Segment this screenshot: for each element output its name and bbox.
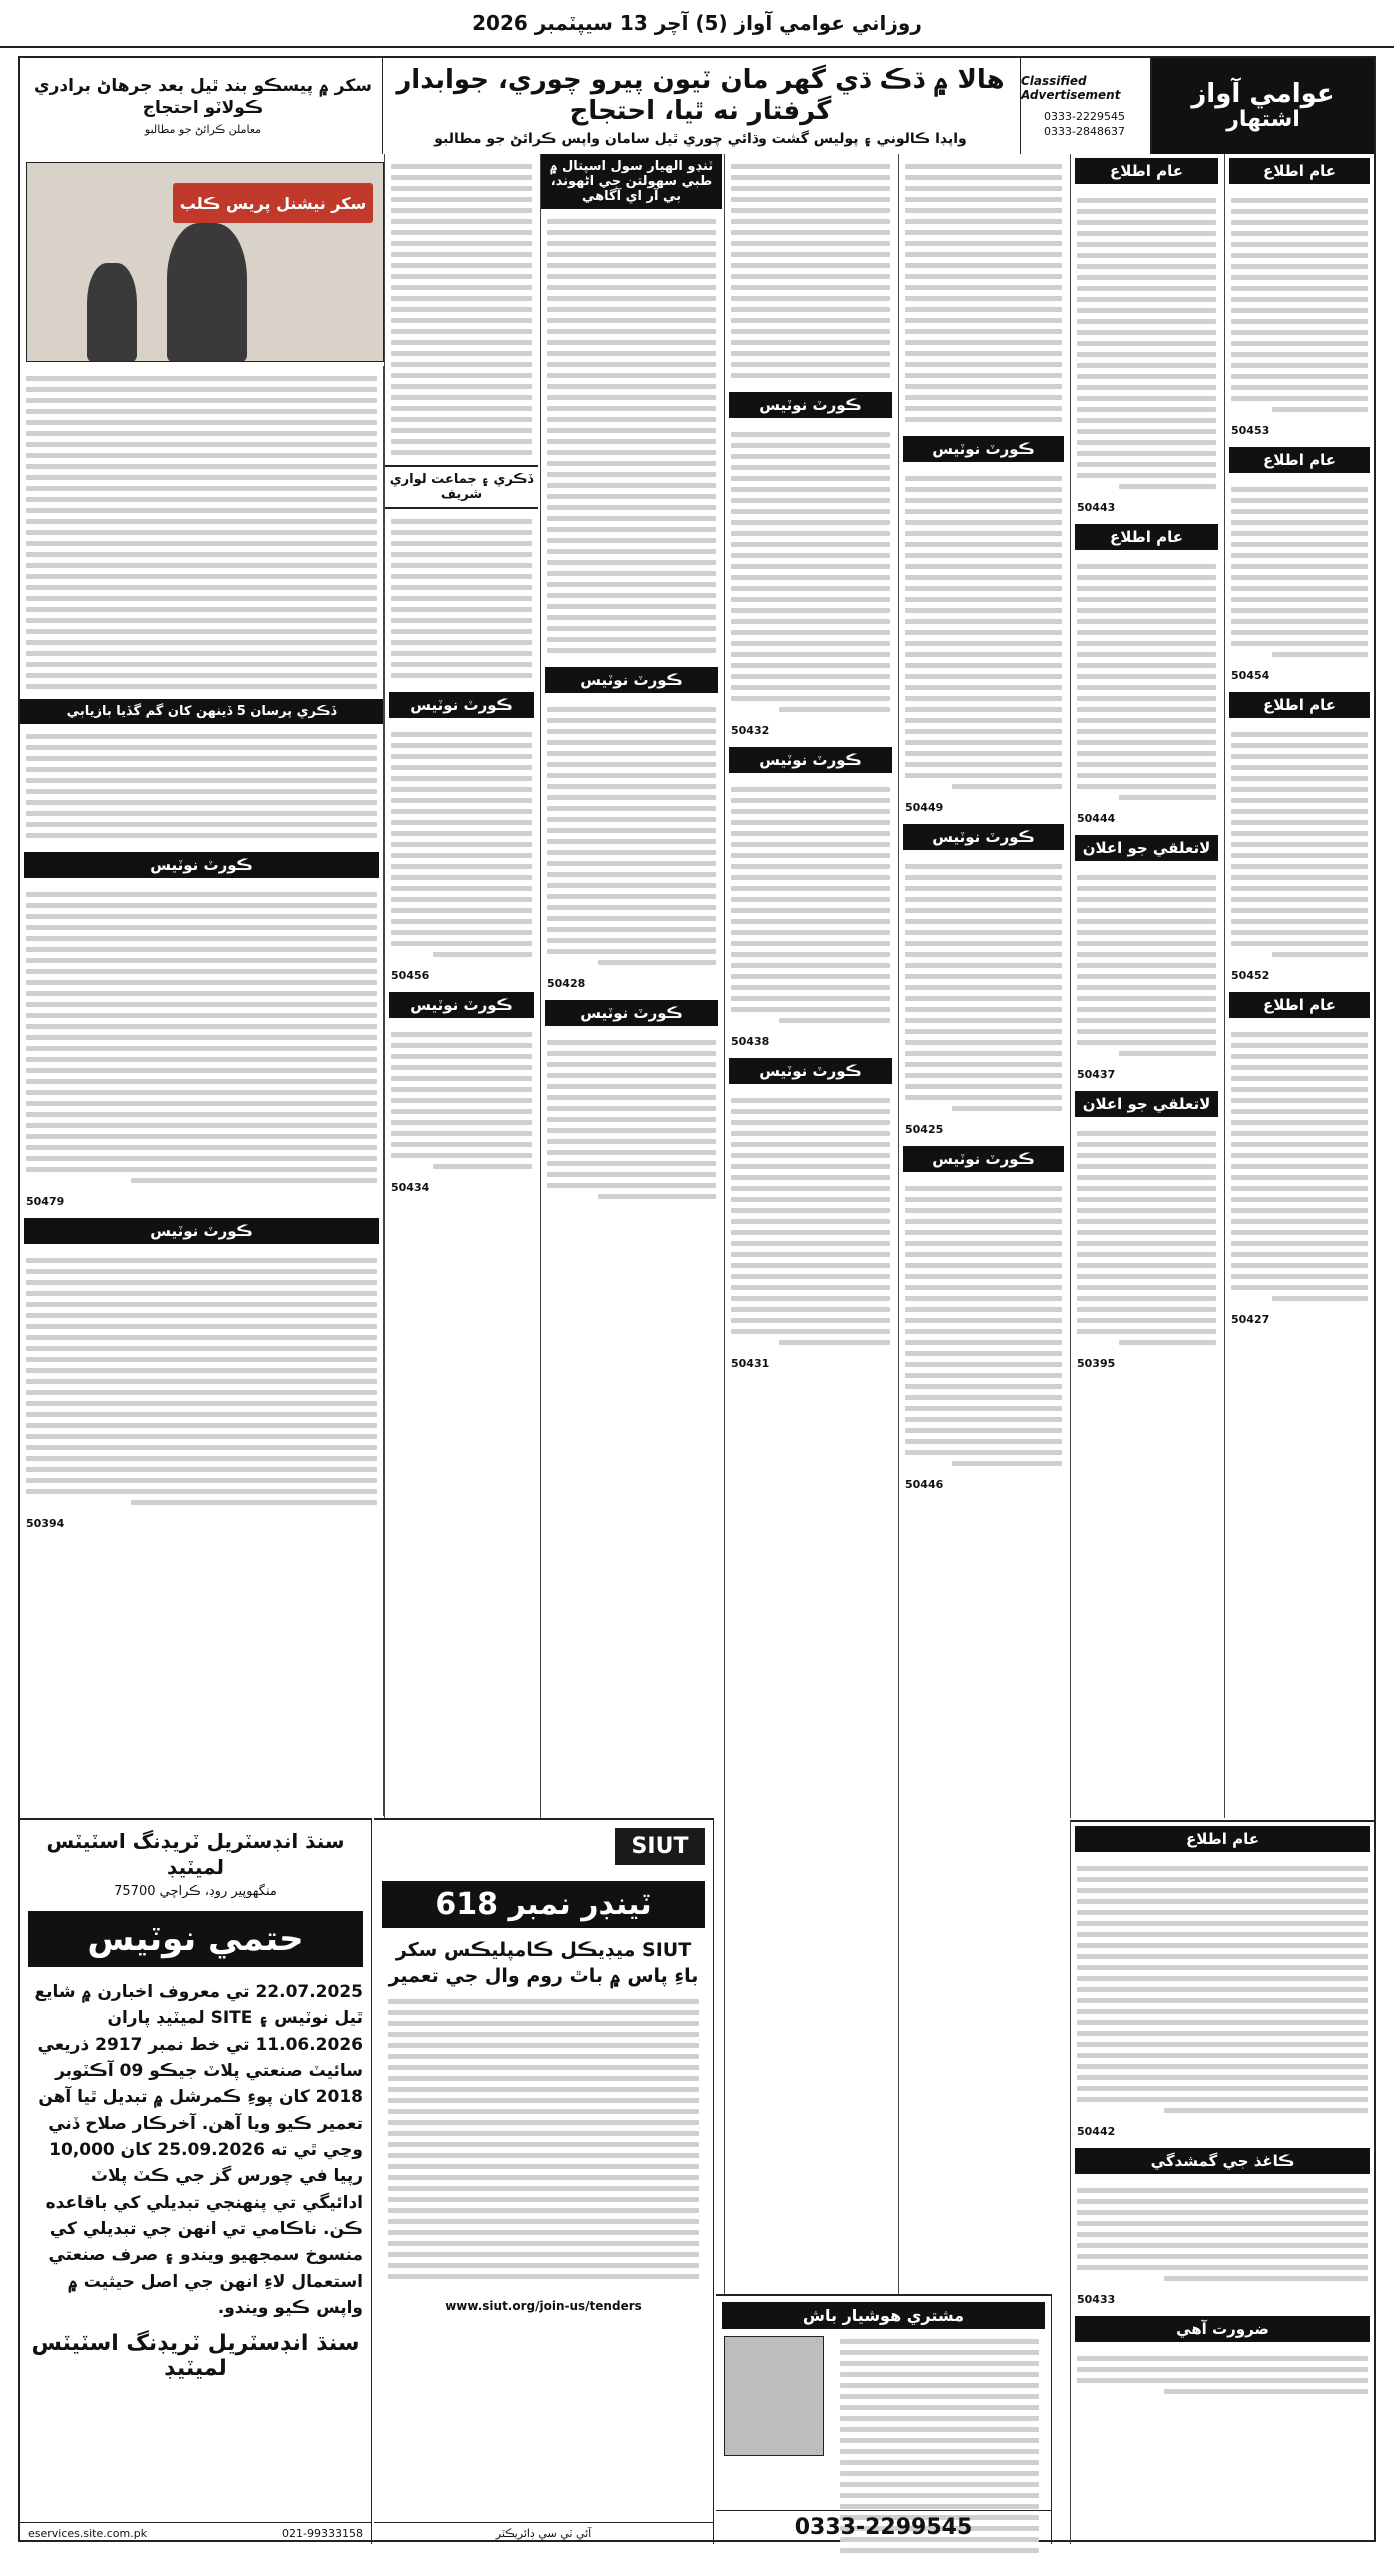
notice-text bbox=[541, 1030, 722, 1209]
ad-signature: سنڌ انڊسٽريل ٽريڊنگ اسٽيٽس لميٽيڊ bbox=[31, 2331, 360, 2382]
tender-text bbox=[382, 1989, 705, 2289]
notice-ref: 50442 bbox=[1077, 2125, 1116, 2138]
column-heading: ڪورٽ نوٽيس bbox=[24, 852, 379, 878]
notice-ref: 50434 bbox=[391, 1181, 430, 1194]
column-heading: لاتعلقي جو اعلان bbox=[1075, 835, 1218, 861]
notice-text bbox=[1071, 1121, 1222, 1355]
notice-text bbox=[1071, 1856, 1374, 2123]
notice-ref: 50446 bbox=[905, 1478, 944, 1491]
side-headline bbox=[20, 58, 386, 154]
wanted-person-ad bbox=[716, 2294, 1052, 2544]
notice-ref: 50428 bbox=[547, 977, 586, 990]
column-heading: ڪورٽ نوٽيس bbox=[729, 392, 892, 418]
person-photo bbox=[724, 2336, 824, 2456]
notice-text bbox=[725, 1088, 896, 1355]
ad-footer: آئي ٽي سي ڊائريڪٽر bbox=[374, 2522, 713, 2544]
column-bottom-right bbox=[1070, 1820, 1374, 2544]
column-heading: ضرورت آهي bbox=[1075, 2316, 1370, 2342]
column-heading: ڪورٽ نوٽيس bbox=[903, 824, 1064, 850]
notice-ref: 50479 bbox=[26, 1195, 65, 1208]
column-heading: ڪورٽ نوٽيس bbox=[24, 1218, 379, 1244]
ad-phone: 0333-2299545 bbox=[716, 2510, 1051, 2544]
notice-ref: 50394 bbox=[26, 1517, 65, 1530]
column-heading: عام اطلاع bbox=[1229, 692, 1370, 718]
notice-text bbox=[385, 722, 538, 967]
masthead-subtitle: اشتهار bbox=[1226, 107, 1300, 133]
notice-ref: 50437 bbox=[1077, 1068, 1116, 1081]
tender-project: SIUT ميڊيڪل ڪامپليڪس سکر باءِ پاس ۾ باٿ روم وال جي تعمير bbox=[388, 1939, 699, 1987]
column-news-1 bbox=[540, 154, 722, 1818]
headline-title: هالا ۾ ڌڪ ڌي گهر مان ٽيون پيرو چوري، جوابدار گرفتار نه ٿيا، احتجاج bbox=[396, 64, 1005, 126]
headline-subtitle: واپڊا ڪالوني ۽ پوليس گشت وڌائي چوري ٿيل سامان واپس ڪرائڻ جو مطالبو bbox=[434, 131, 967, 148]
notice-text bbox=[899, 1176, 1068, 1476]
column-general-2 bbox=[1070, 154, 1222, 1818]
column-heading: عام اطلاع bbox=[1075, 524, 1218, 550]
column-heading: ڪورٽ نوٽيس bbox=[545, 667, 718, 693]
ad-website: eservices.site.com.pk bbox=[28, 2527, 148, 2540]
notice-ref: 50395 bbox=[1077, 1357, 1116, 1370]
column-heading: عام اطلاع bbox=[1229, 992, 1370, 1018]
notice-ref: 50438 bbox=[731, 1035, 770, 1048]
ad-phone: 021-99333158 bbox=[282, 2527, 363, 2540]
main-headline bbox=[382, 58, 1018, 154]
news-heading: ٽنڊو الهيار سول اسپتال ۾ طبي سهولتن جي اڻهوند، بي آر اي آگاهي bbox=[541, 154, 722, 209]
notice-ref: 50432 bbox=[731, 724, 770, 737]
news-text bbox=[385, 154, 538, 465]
news-text bbox=[385, 509, 538, 688]
notice-text bbox=[20, 1248, 383, 1515]
notice-text bbox=[899, 854, 1068, 1121]
column-heading: عام اطلاع bbox=[1075, 158, 1218, 184]
person-figure bbox=[87, 263, 137, 362]
column-left-news bbox=[20, 366, 384, 1816]
notice-ref: 50452 bbox=[1231, 969, 1270, 982]
notice-text bbox=[1071, 2346, 1374, 2404]
tender-number: ٽينڊر نمبر 618 bbox=[382, 1881, 705, 1928]
siut-tender-ad bbox=[374, 1818, 714, 2544]
classified-title: Classified Advertisement bbox=[1021, 74, 1121, 102]
column-general-1 bbox=[1224, 154, 1374, 1818]
notice-ref: 50456 bbox=[391, 969, 430, 982]
ad-company: سنڌ انڊسٽريل ٽريڊنگ اسٽيٽس لميٽيڊ bbox=[46, 1829, 345, 1879]
column-heading: عام اطلاع bbox=[1229, 158, 1370, 184]
ad-title: مشتري هوشيار باش bbox=[722, 2302, 1045, 2329]
masthead bbox=[1150, 58, 1374, 154]
column-heading: ڪورٽ نوٽيس bbox=[729, 747, 892, 773]
notice-ref: 50425 bbox=[905, 1123, 944, 1136]
siut-logo: SIUT bbox=[615, 1828, 705, 1865]
news-text bbox=[20, 724, 383, 848]
column-heading: ڪورٽ نوٽيس bbox=[903, 1146, 1064, 1172]
side-headline-subtitle: معاملن ڪرائڻ جو مطالبو bbox=[144, 122, 262, 136]
tender-url: www.siut.org/join-us/tenders bbox=[445, 2299, 642, 2314]
news-heading: ڏڪري پرسان 5 ڏينهن کان گم گڏيا بازيابي bbox=[20, 699, 383, 724]
notice-text bbox=[725, 777, 896, 1033]
column-news-2 bbox=[384, 154, 538, 1818]
notice-text bbox=[725, 422, 896, 722]
notice-text bbox=[1225, 188, 1374, 422]
notice-text bbox=[385, 1022, 538, 1179]
photo-banner: سکر نيشنل پريس ڪلب bbox=[173, 183, 373, 223]
column-heading: ڪورٽ نوٽيس bbox=[729, 1058, 892, 1084]
notice-text bbox=[541, 697, 722, 975]
column-court-1 bbox=[898, 154, 1068, 2294]
notice-text bbox=[1071, 2178, 1374, 2291]
notice-text bbox=[1071, 188, 1222, 499]
notice-ref: 50433 bbox=[1077, 2293, 1116, 2306]
ad-title: حتمي نوٽيس bbox=[28, 1911, 363, 1967]
notice-text bbox=[1225, 722, 1374, 967]
notice-ref: 50449 bbox=[905, 801, 944, 814]
classified-phone-2: 0333-2848637 bbox=[1044, 125, 1125, 138]
notice-ref: 50427 bbox=[1231, 1313, 1270, 1326]
column-heading: ڪورٽ نوٽيس bbox=[903, 436, 1064, 462]
notice-ref: 50443 bbox=[1077, 501, 1116, 514]
notice-text bbox=[1071, 865, 1222, 1066]
news-text bbox=[20, 366, 383, 699]
column-heading: عام اطلاع bbox=[1075, 1826, 1370, 1852]
column-heading: عام اطلاع bbox=[1229, 447, 1370, 473]
masthead-title: عوامي آواز bbox=[1191, 78, 1335, 109]
person-figure bbox=[167, 223, 247, 362]
column-court-2 bbox=[724, 154, 896, 2294]
column-heading: ڪورٽ نوٽيس bbox=[545, 1000, 718, 1026]
classified-phone-1: 0333-2229545 bbox=[1044, 110, 1125, 123]
notice-text bbox=[1225, 477, 1374, 667]
notice-ref: 50444 bbox=[1077, 812, 1116, 825]
side-headline-title: سکر ۾ پيسڪو بند ٿيل بعد جرهاڻ برادري ڪولاٽو احتجاج bbox=[34, 76, 372, 118]
news-text bbox=[541, 209, 722, 663]
column-heading: لاتعلقي جو اعلان bbox=[1075, 1091, 1218, 1117]
press-club-photo bbox=[26, 162, 384, 362]
notice-text bbox=[899, 466, 1068, 799]
notice-ref: 50453 bbox=[1231, 424, 1270, 437]
classified-box bbox=[1020, 58, 1148, 154]
news-text bbox=[725, 154, 896, 388]
notice-text bbox=[1071, 554, 1222, 810]
news-text bbox=[899, 154, 1068, 432]
date-line: روزاني عوامي آواز (5) آچر 13 سيپٽمبر 2026 bbox=[472, 11, 922, 35]
notice-text bbox=[1225, 1022, 1374, 1311]
sindh-industrial-ad bbox=[20, 1818, 372, 2544]
ad-body: 22.07.2025 تي معروف اخبارن ۾ شايع ٿيل نوٽيس ۽ SITE لميٽيڊ پاران 11.06.2026 تي خط نمبر 2917 ذريعي سائيٽ صنعتي پلاٽ جيڪو 09 آڪٽوبر 2018 کان پوءِ ڪمرشل ۾ تبديل ٿيا آهن تعمير ڪيو ويا آهن. آخرڪار صلاح ڏني وڃي ٿي ته 25.09.2026 کان 10,000 رپيا في چورس گز جي ڪٽ پلاٽ ادائيگي تي پنهنجي تبديلي کي باقاعده ڪن. ناڪامي تي انهن جي تبديلي کي منسوخ سمجهيو ويندو ۽ صرف صنعتي استعمال لاءِ انهن جي اصل حيثيت ۾ واپس ڪيو ويندو. bbox=[34, 1982, 363, 2319]
notice-text bbox=[20, 882, 383, 1193]
ad-address: منگهوپير روڊ، ڪراچي 75700 bbox=[114, 1884, 277, 1899]
newspaper-page bbox=[18, 56, 1376, 2542]
newspaper-date-strip bbox=[0, 0, 1394, 48]
column-heading: ڪاغذ جي گمشدگي bbox=[1075, 2148, 1370, 2174]
news-heading: ڏڪري ۽ جماعت لواري شريف bbox=[385, 465, 538, 509]
column-heading: ڪورٽ نوٽيس bbox=[389, 992, 534, 1018]
column-heading: ڪورٽ نوٽيس bbox=[389, 692, 534, 718]
notice-ref: 50454 bbox=[1231, 669, 1270, 682]
ad-footer bbox=[20, 2522, 371, 2544]
notice-ref: 50431 bbox=[731, 1357, 770, 1370]
